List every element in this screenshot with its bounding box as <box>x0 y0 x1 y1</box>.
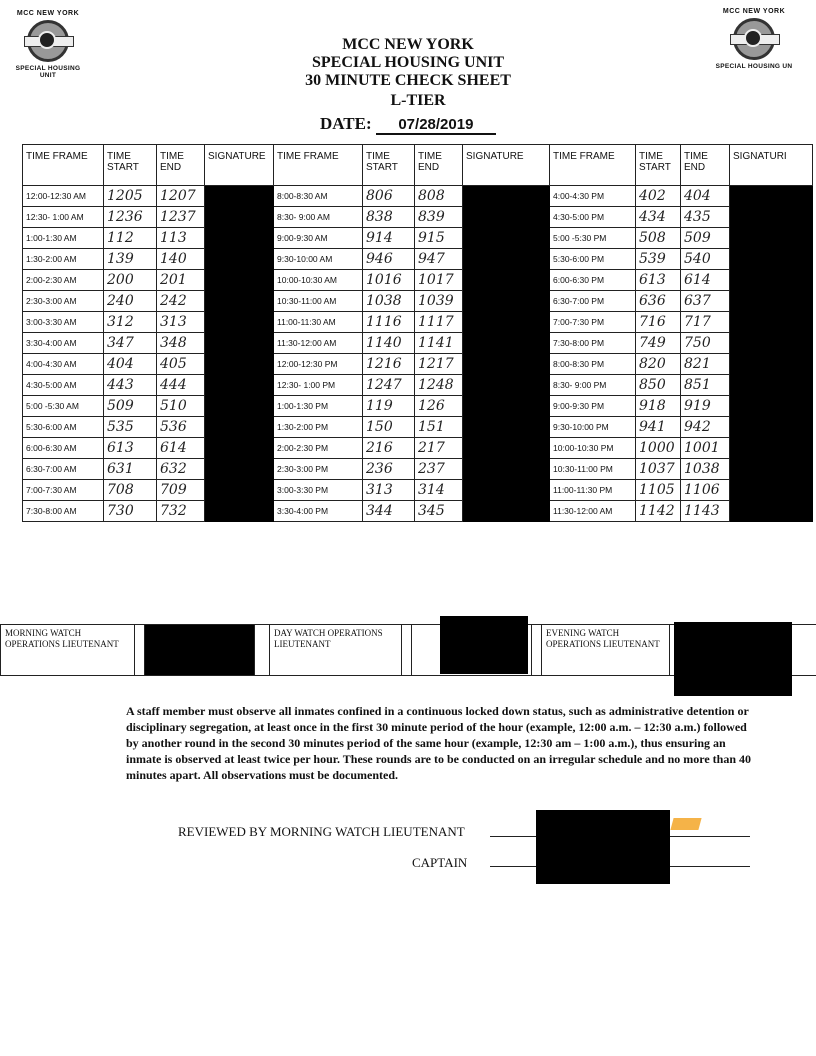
signature-day-redacted <box>463 291 550 312</box>
time-frame-evening-cell: 8:00-8:30 PM <box>550 354 636 375</box>
time-end-morning-cell: 113 <box>157 228 205 249</box>
time-start-day-cell: 914 <box>363 228 415 249</box>
time-frame-morning-cell: 6:30-7:00 AM <box>23 459 104 480</box>
signature-day-redacted <box>463 459 550 480</box>
signature-evening-redacted <box>730 459 813 480</box>
time-end-morning-cell: 201 <box>157 270 205 291</box>
time-frame-evening-cell: 8:30- 9:00 PM <box>550 375 636 396</box>
time-frame-morning-cell: 3:30-4:00 AM <box>23 333 104 354</box>
time-start-day-cell: 838 <box>363 207 415 228</box>
col-time-start-evening: TIME START <box>636 145 681 186</box>
signature-morning-redacted <box>205 228 274 249</box>
table-row <box>23 186 813 207</box>
signature-evening-redacted <box>730 312 813 333</box>
divider <box>135 625 145 676</box>
time-frame-morning-cell: 7:30-8:00 AM <box>23 501 104 522</box>
time-start-day-cell: 1140 <box>363 333 415 354</box>
time-start-morning-cell: 535 <box>104 417 157 438</box>
time-frame-day-cell: 12:30- 1:00 PM <box>274 375 363 396</box>
time-end-evening-cell: 1143 <box>681 501 730 522</box>
time-frame-morning-cell: 1:30-2:00 AM <box>23 249 104 270</box>
signature-day-redacted <box>463 207 550 228</box>
time-start-day-cell: 1016 <box>363 270 415 291</box>
time-start-morning-cell: 730 <box>104 501 157 522</box>
col-time-start-morning: TIME START <box>104 145 157 186</box>
divider <box>402 625 412 676</box>
time-end-morning-cell: 405 <box>157 354 205 375</box>
captain-label: CAPTAIN <box>412 855 468 870</box>
time-frame-morning-cell: 5:30-6:00 AM <box>23 417 104 438</box>
col-time-end-evening: TIME END <box>681 145 730 186</box>
logo-left-brand: MCC NEW YORK <box>16 10 80 17</box>
time-start-evening-cell: 918 <box>636 396 681 417</box>
time-end-evening-cell: 851 <box>681 375 730 396</box>
day-watch-label: DAY WATCH OPERATIONS LIEUTENANT <box>270 625 402 676</box>
col-time-end-day: TIME END <box>415 145 463 186</box>
time-frame-evening-cell: 4:30-5:00 PM <box>550 207 636 228</box>
col-time-end-morning: TIME END <box>157 145 205 186</box>
signature-morning-redacted <box>205 438 274 459</box>
signature-morning-redacted <box>205 459 274 480</box>
time-end-day-cell: 839 <box>415 207 463 228</box>
time-end-evening-cell: 509 <box>681 228 730 249</box>
time-frame-morning-cell: 6:00-6:30 AM <box>23 438 104 459</box>
time-start-evening-cell: 716 <box>636 312 681 333</box>
time-end-morning-cell: 536 <box>157 417 205 438</box>
time-frame-evening-cell: 10:00-10:30 PM <box>550 438 636 459</box>
time-start-day-cell: 1247 <box>363 375 415 396</box>
table-row <box>23 249 813 270</box>
time-end-evening-cell: 404 <box>681 186 730 207</box>
time-start-morning-cell: 139 <box>104 249 157 270</box>
time-frame-day-cell: 3:00-3:30 PM <box>274 480 363 501</box>
time-frame-morning-cell: 5:00 -5:30 AM <box>23 396 104 417</box>
col-time-frame-evening: TIME FRAME <box>550 145 636 186</box>
time-start-day-cell: 1038 <box>363 291 415 312</box>
signature-evening-redacted <box>730 228 813 249</box>
table-row <box>23 228 813 249</box>
logo-right-unit: SPECIAL HOUSING UN <box>715 63 793 70</box>
time-frame-morning-cell: 2:00-2:30 AM <box>23 270 104 291</box>
table-row <box>23 480 813 501</box>
title-line-2: SPECIAL HOUSING UNIT <box>311 54 505 71</box>
signature-evening-redacted <box>730 207 813 228</box>
signature-day-redacted <box>463 249 550 270</box>
table-row <box>23 312 813 333</box>
time-start-morning-cell: 613 <box>104 438 157 459</box>
time-frame-morning-cell: 1:00-1:30 AM <box>23 228 104 249</box>
signature-morning-redacted <box>205 207 274 228</box>
divider <box>532 625 542 676</box>
time-frame-evening-cell: 9:00-9:30 PM <box>550 396 636 417</box>
signature-evening-redacted <box>730 249 813 270</box>
review-signatures-redacted <box>536 810 670 884</box>
time-start-morning-cell: 1236 <box>104 207 157 228</box>
time-start-day-cell: 1116 <box>363 312 415 333</box>
time-frame-day-cell: 2:00-2:30 PM <box>274 438 363 459</box>
signature-day-redacted <box>463 186 550 207</box>
reviewed-by-label: REVIEWED BY MORNING WATCH LIEUTENANT <box>178 824 465 839</box>
signature-day-redacted <box>463 438 550 459</box>
signature-evening-redacted <box>730 333 813 354</box>
logo-right-brand: MCC NEW YORK <box>722 8 786 15</box>
signature-day-redacted <box>463 480 550 501</box>
time-frame-day-cell: 9:00-9:30 AM <box>274 228 363 249</box>
time-frame-evening-cell: 5:30-6:00 PM <box>550 249 636 270</box>
date-row <box>320 114 496 135</box>
signature-morning-redacted <box>205 333 274 354</box>
time-start-morning-cell: 240 <box>104 291 157 312</box>
time-end-day-cell: 126 <box>415 396 463 417</box>
time-frame-day-cell: 8:00-8:30 AM <box>274 186 363 207</box>
signature-morning-redacted <box>205 480 274 501</box>
col-time-frame-morning: TIME FRAME <box>23 145 104 186</box>
table-row <box>23 333 813 354</box>
time-start-morning-cell: 509 <box>104 396 157 417</box>
time-start-evening-cell: 613 <box>636 270 681 291</box>
time-end-day-cell: 915 <box>415 228 463 249</box>
signature-morning-redacted <box>205 354 274 375</box>
signature-evening-redacted <box>730 354 813 375</box>
time-start-evening-cell: 820 <box>636 354 681 375</box>
table-row <box>23 459 813 480</box>
time-start-morning-cell: 112 <box>104 228 157 249</box>
time-end-day-cell: 1017 <box>415 270 463 291</box>
signature-morning-redacted <box>205 417 274 438</box>
time-start-evening-cell: 636 <box>636 291 681 312</box>
time-start-day-cell: 1216 <box>363 354 415 375</box>
time-frame-evening-cell: 5:00 -5:30 PM <box>550 228 636 249</box>
time-frame-morning-cell: 2:30-3:00 AM <box>23 291 104 312</box>
evening-watch-label: EVENING WATCH OPERATIONS LIEUTENANT <box>542 625 670 676</box>
time-end-morning-cell: 242 <box>157 291 205 312</box>
time-end-morning-cell: 614 <box>157 438 205 459</box>
signature-day-redacted <box>463 270 550 291</box>
table-row <box>23 417 813 438</box>
col-time-frame-day: TIME FRAME <box>274 145 363 186</box>
time-end-morning-cell: 709 <box>157 480 205 501</box>
time-start-morning-cell: 443 <box>104 375 157 396</box>
col-signature-day: SIGNATURE <box>463 145 550 186</box>
time-end-evening-cell: 942 <box>681 417 730 438</box>
time-frame-evening-cell: 4:00-4:30 PM <box>550 186 636 207</box>
time-frame-day-cell: 11:30-12:00 AM <box>274 333 363 354</box>
morning-watch-signature-redacted <box>145 625 255 676</box>
time-end-day-cell: 1039 <box>415 291 463 312</box>
time-start-day-cell: 806 <box>363 186 415 207</box>
time-end-day-cell: 1141 <box>415 333 463 354</box>
time-end-day-cell: 151 <box>415 417 463 438</box>
time-start-day-cell: 236 <box>363 459 415 480</box>
highlighter-mark <box>670 818 701 830</box>
col-signature-evening: SIGNATURI <box>730 145 813 186</box>
time-end-morning-cell: 444 <box>157 375 205 396</box>
time-frame-evening-cell: 7:30-8:00 PM <box>550 333 636 354</box>
time-end-evening-cell: 821 <box>681 354 730 375</box>
time-start-morning-cell: 404 <box>104 354 157 375</box>
col-signature-morning: SIGNATURE <box>205 145 274 186</box>
time-end-morning-cell: 632 <box>157 459 205 480</box>
time-end-evening-cell: 1106 <box>681 480 730 501</box>
time-end-day-cell: 217 <box>415 438 463 459</box>
time-end-evening-cell: 637 <box>681 291 730 312</box>
time-frame-evening-cell: 9:30-10:00 PM <box>550 417 636 438</box>
table-row <box>23 291 813 312</box>
signature-evening-redacted <box>730 186 813 207</box>
table-row <box>23 438 813 459</box>
time-frame-evening-cell: 6:00-6:30 PM <box>550 270 636 291</box>
signature-morning-redacted <box>205 186 274 207</box>
time-end-day-cell: 947 <box>415 249 463 270</box>
time-frame-morning-cell: 12:00-12:30 AM <box>23 186 104 207</box>
time-end-evening-cell: 750 <box>681 333 730 354</box>
signature-morning-redacted <box>205 270 274 291</box>
signature-day-redacted <box>463 312 550 333</box>
signature-day-redacted <box>463 354 550 375</box>
time-start-evening-cell: 434 <box>636 207 681 228</box>
signature-morning-redacted <box>205 291 274 312</box>
time-frame-day-cell: 3:30-4:00 PM <box>274 501 363 522</box>
time-end-evening-cell: 1001 <box>681 438 730 459</box>
time-start-evening-cell: 539 <box>636 249 681 270</box>
time-frame-day-cell: 11:00-11:30 AM <box>274 312 363 333</box>
time-frame-evening-cell: 6:30-7:00 PM <box>550 291 636 312</box>
signature-evening-redacted <box>730 480 813 501</box>
signature-day-redacted <box>463 417 550 438</box>
time-start-day-cell: 313 <box>363 480 415 501</box>
time-end-morning-cell: 510 <box>157 396 205 417</box>
time-frame-evening-cell: 7:00-7:30 PM <box>550 312 636 333</box>
table-row <box>23 207 813 228</box>
signature-morning-redacted <box>205 312 274 333</box>
time-frame-morning-cell: 4:30-5:00 AM <box>23 375 104 396</box>
time-end-day-cell: 1217 <box>415 354 463 375</box>
time-start-morning-cell: 347 <box>104 333 157 354</box>
signature-day-redacted <box>463 228 550 249</box>
time-frame-morning-cell: 4:00-4:30 AM <box>23 354 104 375</box>
time-start-day-cell: 216 <box>363 438 415 459</box>
signature-evening-redacted <box>730 417 813 438</box>
signature-evening-redacted <box>730 375 813 396</box>
signature-day-redacted <box>463 501 550 522</box>
signature-evening-redacted <box>730 501 813 522</box>
time-frame-evening-cell: 11:30-12:00 AM <box>550 501 636 522</box>
time-frame-evening-cell: 10:30-11:00 PM <box>550 459 636 480</box>
time-end-morning-cell: 140 <box>157 249 205 270</box>
time-frame-morning-cell: 7:00-7:30 AM <box>23 480 104 501</box>
time-start-morning-cell: 631 <box>104 459 157 480</box>
title-line-4: L-TIER <box>390 92 446 109</box>
signature-morning-redacted <box>205 375 274 396</box>
time-frame-day-cell: 8:30- 9:00 AM <box>274 207 363 228</box>
time-end-evening-cell: 1038 <box>681 459 730 480</box>
time-end-morning-cell: 1237 <box>157 207 205 228</box>
time-end-morning-cell: 348 <box>157 333 205 354</box>
time-end-evening-cell: 919 <box>681 396 730 417</box>
time-end-day-cell: 237 <box>415 459 463 480</box>
check-sheet-table <box>22 144 813 522</box>
col-time-start-day: TIME START <box>363 145 415 186</box>
time-frame-day-cell: 10:30-11:00 AM <box>274 291 363 312</box>
time-end-day-cell: 1248 <box>415 375 463 396</box>
time-start-morning-cell: 312 <box>104 312 157 333</box>
table-header-row <box>23 145 813 186</box>
time-start-day-cell: 150 <box>363 417 415 438</box>
time-end-evening-cell: 614 <box>681 270 730 291</box>
time-frame-evening-cell: 11:00-11:30 PM <box>550 480 636 501</box>
title-line-3: 30 MINUTE CHECK SHEET <box>305 72 511 89</box>
time-end-evening-cell: 435 <box>681 207 730 228</box>
time-start-morning-cell: 708 <box>104 480 157 501</box>
signature-day-redacted <box>463 375 550 396</box>
time-start-evening-cell: 1105 <box>636 480 681 501</box>
time-end-day-cell: 808 <box>415 186 463 207</box>
time-end-day-cell: 345 <box>415 501 463 522</box>
time-start-day-cell: 119 <box>363 396 415 417</box>
time-end-morning-cell: 1207 <box>157 186 205 207</box>
evening-watch-signature-redacted <box>674 622 792 696</box>
table-row <box>23 375 813 396</box>
time-start-evening-cell: 508 <box>636 228 681 249</box>
time-start-evening-cell: 749 <box>636 333 681 354</box>
time-end-evening-cell: 717 <box>681 312 730 333</box>
instructions-paragraph: A staff member must observe all inmates confined in a continuous locked down status, such as administrative detention or disciplinary segregation, at least once in the first 30 minute period of the hour (example, 12:00 a.m. – 12:30 a.m.) followed by another round in the second 30 minutes period of the same hour (example, 12:30 am – 1:00 a.m.), thus ensuring an inmate is observed at least twice per hour. These rounds are to be conducted on an irregular schedule and no more than 40 minutes apart. All observations must be documented. <box>126 704 752 782</box>
signature-morning-redacted <box>205 396 274 417</box>
time-frame-morning-cell: 3:00-3:30 AM <box>23 312 104 333</box>
signature-day-redacted <box>463 333 550 354</box>
signature-evening-redacted <box>730 291 813 312</box>
signature-evening-redacted <box>730 270 813 291</box>
time-start-morning-cell: 200 <box>104 270 157 291</box>
time-start-evening-cell: 941 <box>636 417 681 438</box>
time-start-evening-cell: 850 <box>636 375 681 396</box>
time-frame-day-cell: 9:30-10:00 AM <box>274 249 363 270</box>
morning-watch-label: MORNING WATCH OPERATIONS LIEUTENANT <box>1 625 135 676</box>
signature-day-redacted <box>463 396 550 417</box>
time-frame-day-cell: 1:30-2:00 PM <box>274 417 363 438</box>
table-row <box>23 354 813 375</box>
time-frame-day-cell: 1:00-1:30 PM <box>274 396 363 417</box>
time-end-day-cell: 1117 <box>415 312 463 333</box>
time-start-day-cell: 344 <box>363 501 415 522</box>
time-start-evening-cell: 402 <box>636 186 681 207</box>
divider <box>255 625 270 676</box>
time-start-evening-cell: 1142 <box>636 501 681 522</box>
table-row <box>23 396 813 417</box>
signature-morning-redacted <box>205 249 274 270</box>
signature-evening-redacted <box>730 438 813 459</box>
time-frame-day-cell: 12:00-12:30 PM <box>274 354 363 375</box>
day-watch-signature-redacted <box>440 616 528 674</box>
table-row <box>23 270 813 291</box>
time-frame-morning-cell: 12:30- 1:00 AM <box>23 207 104 228</box>
time-end-day-cell: 314 <box>415 480 463 501</box>
time-start-morning-cell: 1205 <box>104 186 157 207</box>
time-start-evening-cell: 1000 <box>636 438 681 459</box>
signature-morning-redacted <box>205 501 274 522</box>
time-frame-day-cell: 10:00-10:30 AM <box>274 270 363 291</box>
time-frame-day-cell: 2:30-3:00 PM <box>274 459 363 480</box>
logo-left-unit: SPECIAL HOUSING UNIT <box>15 65 81 79</box>
time-end-evening-cell: 540 <box>681 249 730 270</box>
time-start-day-cell: 946 <box>363 249 415 270</box>
date-label: DATE: <box>320 114 372 133</box>
date-value: 07/28/2019 <box>376 116 496 135</box>
time-start-evening-cell: 1037 <box>636 459 681 480</box>
table-row <box>23 501 813 522</box>
time-end-morning-cell: 313 <box>157 312 205 333</box>
signature-evening-redacted <box>730 396 813 417</box>
title-line-1: MCC NEW YORK <box>342 36 474 53</box>
time-end-morning-cell: 732 <box>157 501 205 522</box>
